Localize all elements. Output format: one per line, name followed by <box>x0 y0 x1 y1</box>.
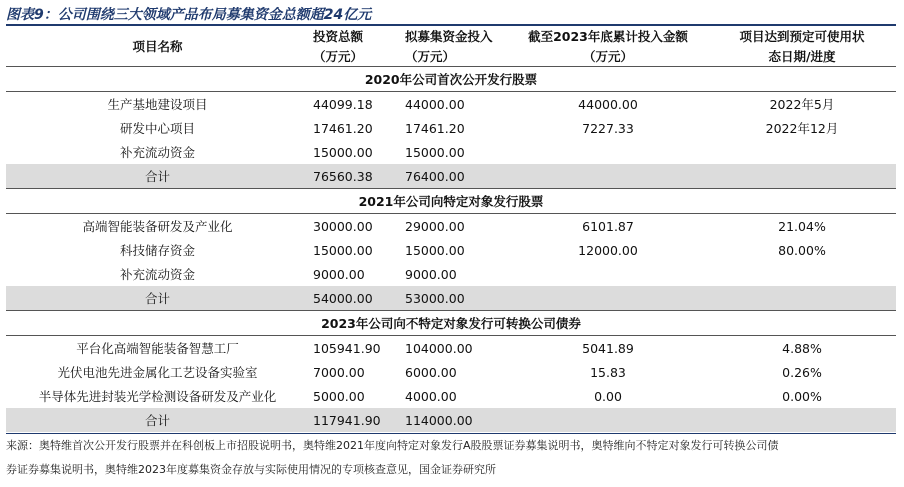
cumulative-cell: 0.00 <box>594 388 622 404</box>
empty-cell <box>708 286 896 311</box>
total-investment-sum-cell: 117941.90 <box>309 408 401 432</box>
empty-cell <box>508 164 708 189</box>
table-row <box>6 92 896 117</box>
section-heading-row <box>6 189 896 214</box>
total-investment-cell: 15000.00 <box>313 144 373 160</box>
section-heading-row <box>6 67 896 92</box>
table-row <box>6 140 896 164</box>
total-investment-sum-cell: 54000.00 <box>309 286 401 311</box>
planned-raise-cell: 44000.00 <box>405 96 465 112</box>
section-heading: 2021年公司向特定对象发行股票 <box>6 189 896 214</box>
source-footnote <box>6 434 896 482</box>
table-row <box>6 384 896 408</box>
cumulative-cell: 6101.87 <box>582 218 634 234</box>
table-row <box>6 214 896 239</box>
status-cell: 80.00% <box>778 242 826 258</box>
cumulative-cell: 5041.89 <box>582 340 634 356</box>
total-investment-cell: 9000.00 <box>313 266 365 282</box>
fundraising-table <box>6 26 896 432</box>
empty-cell <box>508 286 708 311</box>
project-name-cell: 半导体先进封装光学检测设备研发及产业化 <box>38 389 277 404</box>
project-name-cell: 补充流动资金 <box>119 145 195 160</box>
planned-raise-sum-cell: 114000.00 <box>401 408 508 432</box>
total-investment-cell: 30000.00 <box>313 218 373 234</box>
total-investment-cell: 105941.90 <box>313 340 381 356</box>
project-name-cell: 平台化高端智能装备智慧工厂 <box>76 341 239 356</box>
status-cell: 0.26% <box>782 364 822 380</box>
status-cell: 2022年12月 <box>765 121 839 136</box>
footnote-line-2: 券证券募集说明书，奥特维2023年度募集资金存放与实际使用情况的专项核查意见，国金证券研究所 <box>6 463 496 476</box>
planned-raise-cell: 17461.20 <box>405 120 465 136</box>
section-heading: 2023年公司向不特定对象发行可转换公司债券 <box>6 311 896 336</box>
total-label-cell: 合计 <box>6 408 309 432</box>
total-investment-cell: 5000.00 <box>313 388 365 404</box>
cumulative-cell: 7227.33 <box>582 120 634 136</box>
planned-raise-cell: 6000.00 <box>405 364 457 380</box>
total-row <box>6 286 896 311</box>
total-investment-cell: 15000.00 <box>313 242 373 258</box>
header-raise-line2: （万元） <box>405 48 456 64</box>
project-name-cell: 光伏电池先进金属化工艺设备实验室 <box>57 365 258 380</box>
project-name-cell: 研发中心项目 <box>119 121 195 136</box>
planned-raise-sum-cell: 53000.00 <box>401 286 508 311</box>
header-status-line1: 项目达到预定可使用状 <box>739 28 865 44</box>
header-total-line1: 投资总额 <box>313 28 364 44</box>
empty-cell <box>708 408 896 432</box>
project-name-cell: 生产基地建设项目 <box>107 97 208 112</box>
total-investment-sum-cell: 76560.38 <box>309 164 401 189</box>
table-row <box>6 336 896 361</box>
header-cumulative-line2: （万元） <box>582 48 633 64</box>
header-cumulative-line1: 截至2023年底累计投入金额 <box>528 28 688 44</box>
cumulative-cell <box>508 140 708 164</box>
cumulative-cell <box>508 262 708 286</box>
status-cell: 21.04% <box>778 218 826 234</box>
total-label-cell: 合计 <box>6 286 309 311</box>
planned-raise-cell: 15000.00 <box>405 242 465 258</box>
status-cell: 0.00% <box>782 388 822 404</box>
header-item: 项目名称 <box>132 38 183 54</box>
table-body <box>6 26 896 432</box>
status-cell: 2022年5月 <box>769 97 835 112</box>
table-row <box>6 262 896 286</box>
total-row <box>6 408 896 432</box>
header-status-line2: 态日期/进度 <box>768 48 836 64</box>
status-cell <box>708 262 896 286</box>
total-label-cell: 合计 <box>6 164 309 189</box>
planned-raise-cell: 9000.00 <box>405 266 457 282</box>
status-cell: 4.88% <box>782 340 822 356</box>
project-name-cell: 补充流动资金 <box>119 267 195 282</box>
total-row <box>6 164 896 189</box>
planned-raise-cell: 104000.00 <box>405 340 473 356</box>
project-name-cell: 高端智能装备研发及产业化 <box>82 219 233 234</box>
header-total-line2: （万元） <box>313 48 364 64</box>
total-investment-cell: 7000.00 <box>313 364 365 380</box>
table-row <box>6 238 896 262</box>
empty-cell <box>508 408 708 432</box>
total-investment-cell: 17461.20 <box>313 120 373 136</box>
section-heading: 2020年公司首次公开发行股票 <box>6 67 896 92</box>
planned-raise-cell: 29000.00 <box>405 218 465 234</box>
total-investment-cell: 44099.18 <box>313 96 373 112</box>
cumulative-cell: 44000.00 <box>578 96 638 112</box>
table-row <box>6 116 896 140</box>
cumulative-cell: 12000.00 <box>578 242 638 258</box>
planned-raise-sum-cell: 76400.00 <box>401 164 508 189</box>
cumulative-cell: 15.83 <box>590 364 626 380</box>
header-row <box>6 26 896 46</box>
table-row <box>6 360 896 384</box>
planned-raise-cell: 15000.00 <box>405 144 465 160</box>
status-cell <box>708 140 896 164</box>
section-heading-row <box>6 311 896 336</box>
planned-raise-cell: 4000.00 <box>405 388 457 404</box>
project-name-cell: 科技储存资金 <box>119 243 195 258</box>
header-raise-line1: 拟募集资金投入 <box>405 28 493 44</box>
empty-cell <box>708 164 896 189</box>
footnote-line-1: 来源：奥特维首次公开发行股票并在科创板上市招股说明书，奥特维2021年度向特定对象发行A股股票证券募集说明书，奥特维向不特定对象发行可转换公司债 <box>6 439 779 452</box>
figure-title: 图表9：公司围绕三大领域产品布局募集资金总额超24亿元 <box>6 7 372 23</box>
